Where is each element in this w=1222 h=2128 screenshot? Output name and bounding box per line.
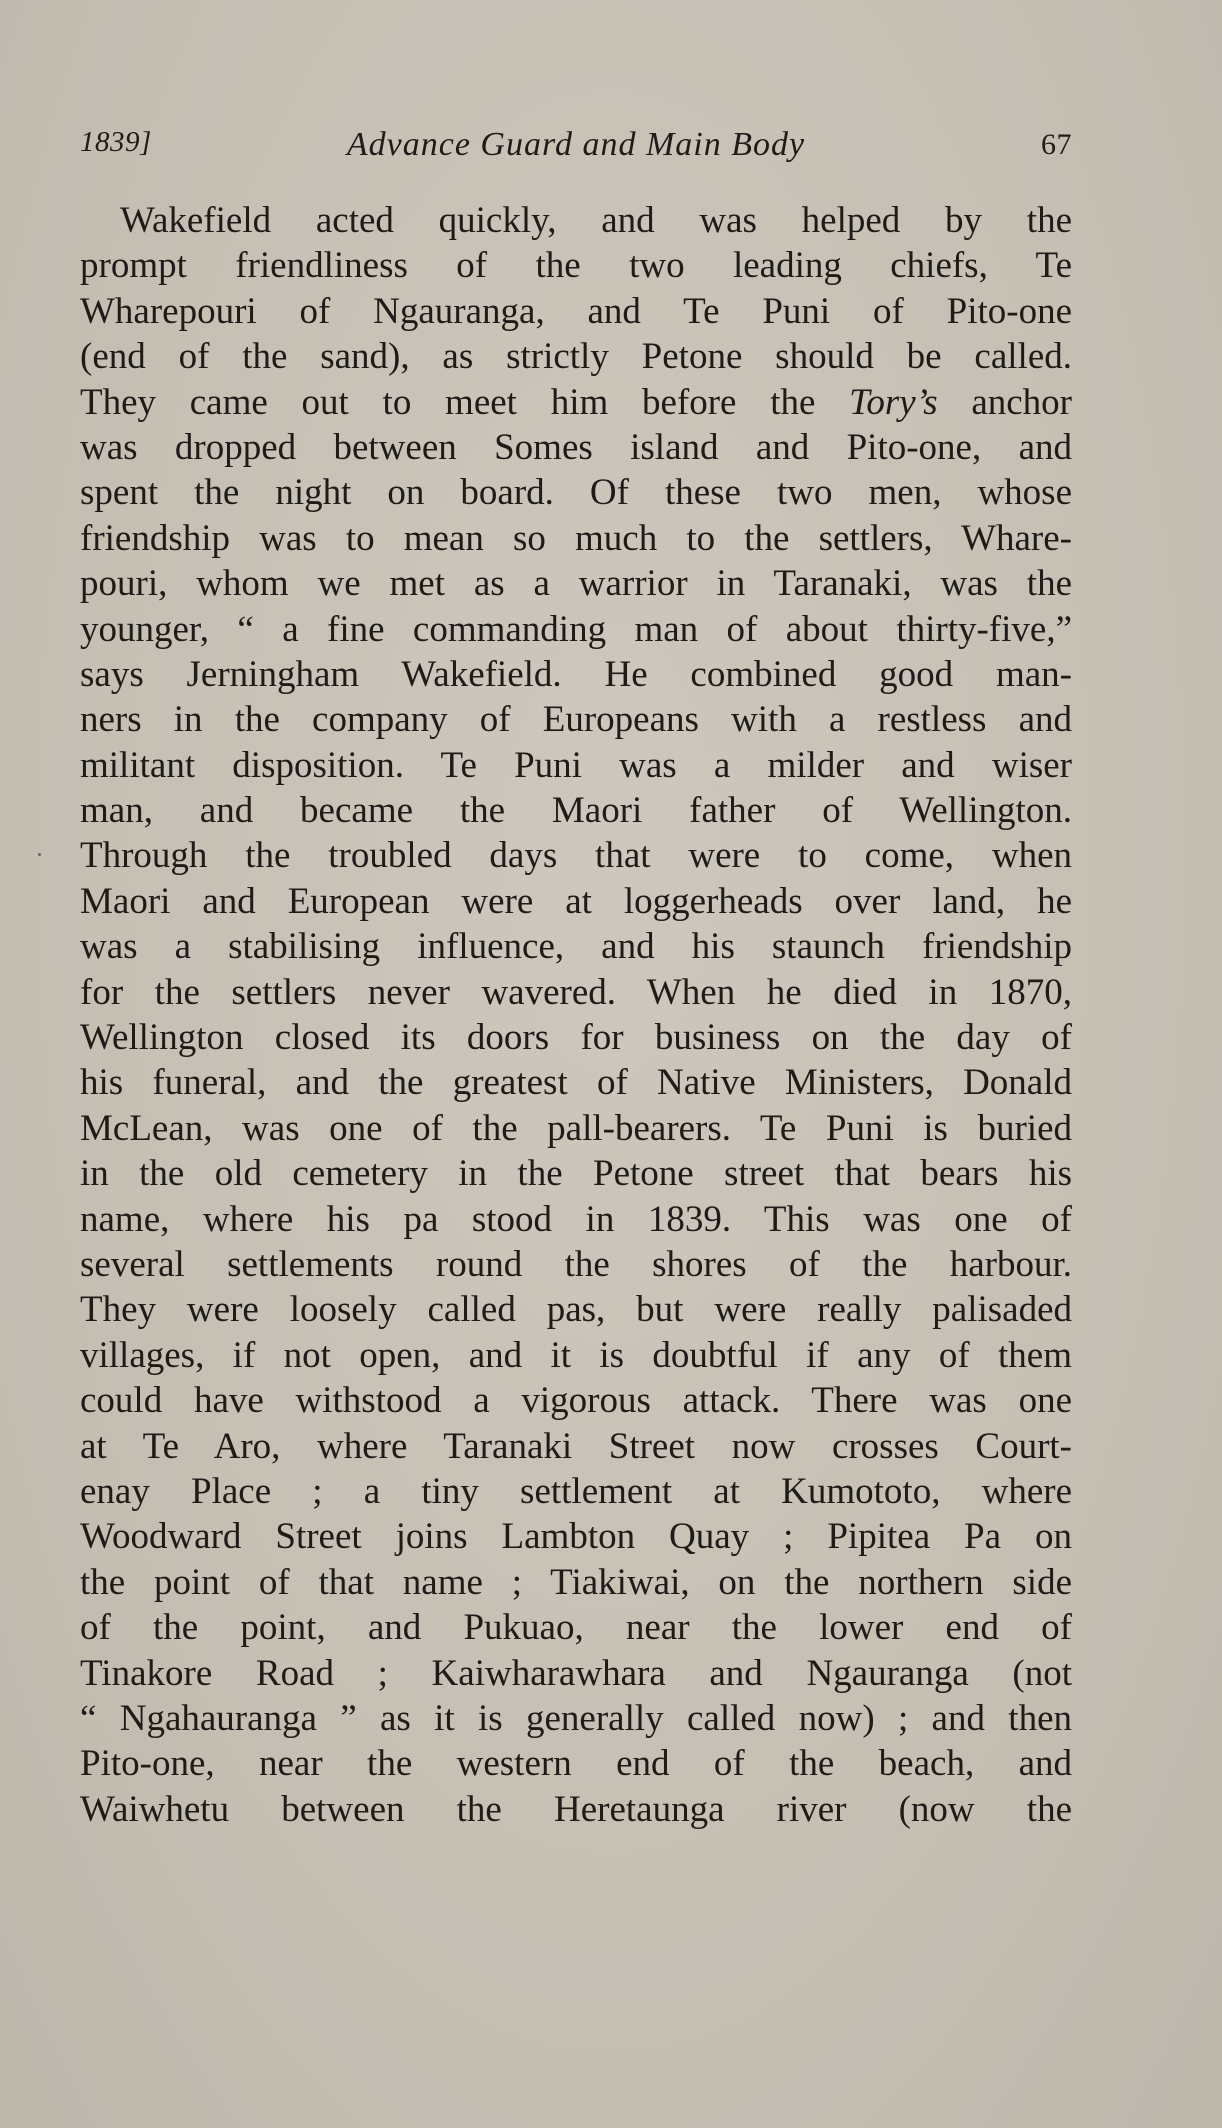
body-text: [80, 198, 1072, 1832]
text-line: was dropped between Somes island and Pito-one, and: [80, 426, 1072, 468]
text-line: McLean, was one of the pall-bearers. Te Puni is buried: [80, 1107, 1072, 1149]
text-line: ners in the company of Europeans with a restless and: [80, 699, 1072, 741]
text-line: Woodward Street joins Lambton Quay ; Pipitea Pa on: [80, 1516, 1072, 1558]
text-line: the point of that name ; Tiakiwai, on the northern side: [80, 1561, 1072, 1603]
text-line: was a stabilising influence, and his staunch friendship: [80, 926, 1072, 968]
text-line: Maori and European were at loggerheads over land, he: [80, 880, 1072, 922]
text-line: Wellington closed its doors for business on the day of: [80, 1017, 1072, 1059]
text-line-with-italic: [80, 380, 1072, 425]
text-line: for the settlers never wavered. When he died in 1870,: [80, 971, 1072, 1013]
text-line-start: They came out to meet him before the: [80, 381, 816, 423]
text-line: name, where his pa stood in 1839. This was one of: [80, 1198, 1072, 1240]
text-line: at Te Aro, where Taranaki Street now crosses Court-: [80, 1425, 1072, 1467]
text-line: (end of the sand), as strictly Petone should be called.: [80, 336, 1072, 378]
text-line: villages, if not open, and it is doubtful if any of them: [80, 1334, 1072, 1376]
text-line: pouri, whom we met as a warrior in Taranaki, was the: [80, 563, 1072, 605]
text-line: Tinakore Road ; Kaiwharawhara and Ngauranga (not: [80, 1652, 1072, 1694]
text-line: enay Place ; a tiny settlement at Kumototo, where: [80, 1470, 1072, 1512]
text-line: in the old cemetery in the Petone street that bears his: [80, 1153, 1072, 1195]
text-line: younger, “ a fine commanding man of about thirty-five,”: [80, 608, 1072, 650]
text-line: Through the troubled days that were to come, when: [80, 835, 1072, 877]
text-line: man, and became the Maori father of Wellington.: [80, 790, 1072, 832]
text-line: Wakefield acted quickly, and was helped by the: [120, 200, 1072, 241]
text-line-end: anchor: [971, 381, 1072, 423]
margin-mark: [38, 853, 41, 856]
text-line: Waiwhetu between the Heretaunga river (now the: [80, 1788, 1072, 1830]
text-line: They were loosely called pas, but were really palisaded: [80, 1289, 1072, 1331]
text-line: Pito-one, near the western end of the beach, and: [80, 1743, 1072, 1785]
running-head: [80, 126, 1072, 170]
text-line: several settlements round the shores of the harbour.: [80, 1243, 1072, 1285]
text-line: prompt friendliness of the two leading chiefs, Te: [80, 245, 1072, 287]
page-number: 67: [1041, 128, 1072, 161]
ship-name: Tory’s: [849, 381, 938, 423]
header-title: Advance Guard and Main Body: [346, 126, 806, 163]
text-line: “ Ngahauranga ” as it is generally called now) ; and then: [80, 1697, 1072, 1739]
text-line: spent the night on board. Of these two men, whose: [80, 472, 1072, 514]
text-line: could have withstood a vigorous attack. There was one: [80, 1380, 1072, 1422]
text-line: Wharepouri of Ngauranga, and Te Puni of Pito-one: [80, 290, 1072, 332]
text-line: militant disposition. Te Puni was a milder and wiser: [80, 744, 1072, 786]
text-line: says Jerningham Wakefield. He combined good man-: [80, 653, 1072, 695]
header-year: 1839]: [80, 126, 152, 158]
text-line: his funeral, and the greatest of Native Ministers, Donald: [80, 1062, 1072, 1104]
text-line: friendship was to mean so much to the settlers, Whare-: [80, 517, 1072, 559]
text-line: of the point, and Pukuao, near the lower end of: [80, 1607, 1072, 1649]
